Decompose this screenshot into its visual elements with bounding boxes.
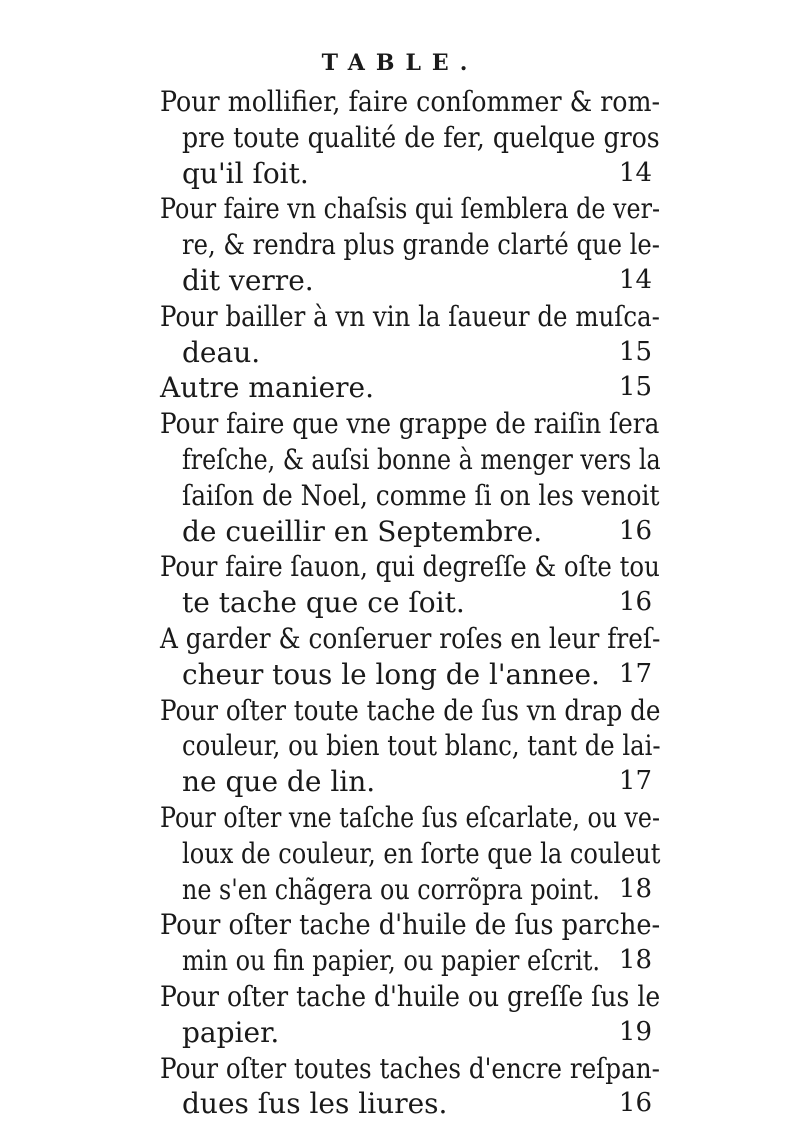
page-number: 14 xyxy=(618,264,652,295)
page-number: 15 xyxy=(618,372,652,403)
toc-entry xyxy=(160,621,660,693)
table-of-contents xyxy=(160,84,660,1122)
toc-entry-line xyxy=(160,836,660,872)
entry-text: ne s'en chãgera ou corrõpra point. xyxy=(182,872,600,906)
toc-entry-line xyxy=(160,1086,660,1122)
running-header: TABLE. xyxy=(321,50,479,76)
toc-entry xyxy=(160,370,660,406)
toc-entry-line xyxy=(160,693,660,729)
page-number: 16 xyxy=(618,1088,652,1119)
toc-entry-line xyxy=(160,621,660,657)
entry-text: Pour oſter tache d'huile de ſus parche- xyxy=(160,908,661,942)
toc-entry-line xyxy=(160,442,660,478)
toc-entry-line xyxy=(160,657,660,693)
entry-text: Pour bailler à vn vin la ſaueur de muſca- xyxy=(160,299,660,333)
entry-text: Pour oſter tache d'huile ou greſſe ſus le xyxy=(160,979,661,1013)
toc-entry-line xyxy=(160,514,660,550)
toc-entry xyxy=(160,800,660,907)
toc-entry-line xyxy=(160,263,660,299)
toc-entry xyxy=(160,979,660,1051)
entry-text: loux de couleur, en ſorte que la couleut xyxy=(182,836,661,870)
toc-entry xyxy=(160,907,660,979)
page-number: 17 xyxy=(618,658,652,689)
entry-text: dues ſus les liures. xyxy=(182,1087,448,1121)
toc-entry xyxy=(160,406,660,549)
entry-text: min ou fin papier, ou papier eſcrit. xyxy=(182,944,601,978)
entry-text: papier. xyxy=(182,1015,280,1049)
page-number: 15 xyxy=(618,336,652,367)
entry-text: Pour oſter toute tache de ſus vn drap de xyxy=(160,693,661,727)
toc-entry-line xyxy=(160,585,660,621)
toc-entry-line xyxy=(160,764,660,800)
entry-text: Pour faire que vne grappe de raiſin ſera xyxy=(160,407,660,441)
page-number: 16 xyxy=(618,587,652,618)
entry-text: qu'il ſoit. xyxy=(182,156,309,190)
toc-entry-line xyxy=(160,1051,660,1087)
toc-entry-line xyxy=(160,907,660,943)
toc-entry xyxy=(160,549,660,621)
toc-entry-line xyxy=(160,728,660,764)
page-number: 14 xyxy=(618,157,652,188)
toc-entry xyxy=(160,693,660,800)
toc-entry-line xyxy=(160,370,660,406)
toc-entry xyxy=(160,299,660,371)
entry-text: Pour faire ſauon, qui degreſſe & oſte tou xyxy=(160,550,660,584)
entry-text: Pour mollifier, faire conſommer & rom- xyxy=(160,85,661,118)
toc-entry-line xyxy=(160,335,660,371)
entry-text: ne que de lin. xyxy=(182,765,376,799)
page-number: 18 xyxy=(618,945,652,976)
toc-entry-line xyxy=(160,156,660,192)
entry-text: Pour faire vn chaſsis qui ſemblera de ver- xyxy=(160,192,660,226)
toc-entry-line xyxy=(160,191,660,227)
entry-text: Pour oſter vne taſche ſus eſcarlate, ou ve- xyxy=(160,800,660,834)
entry-text: ſaiſon de Noel, comme ſi on les venoit xyxy=(182,478,660,512)
entry-text: cheur tous le long de l'annee. xyxy=(182,657,600,691)
toc-entry xyxy=(160,191,660,298)
page-number: 17 xyxy=(618,766,652,797)
toc-entry-line xyxy=(160,943,660,979)
entry-text: couleur, ou bien tout blanc, tant de lai- xyxy=(182,729,661,763)
entry-text: de cueillir en Septembre. xyxy=(182,514,543,548)
page-number: 16 xyxy=(618,515,652,546)
toc-entry-line xyxy=(160,120,660,156)
toc-entry-line xyxy=(160,84,660,120)
entry-text: te tache que ce ſoit. xyxy=(182,586,465,620)
toc-entry-line xyxy=(160,872,660,908)
toc-entry-line xyxy=(160,549,660,585)
toc-entry-line xyxy=(160,227,660,263)
toc-entry xyxy=(160,1051,660,1123)
toc-entry-line xyxy=(160,478,660,514)
page-number: 18 xyxy=(618,873,652,904)
toc-entry-line xyxy=(160,406,660,442)
toc-entry-line xyxy=(160,800,660,836)
entry-text: deau. xyxy=(182,335,261,369)
toc-entry-line xyxy=(160,1015,660,1051)
entry-text: re, & rendra plus grande clarté que le- xyxy=(182,228,660,262)
toc-entry xyxy=(160,84,660,191)
entry-text: dit verre. xyxy=(182,263,314,297)
entry-text: Autre maniere. xyxy=(160,371,375,405)
entry-text: A garder & conſeruer roſes en leur freſ- xyxy=(160,621,661,655)
entry-text: freſche, & auſsi bonne à menger vers la xyxy=(182,442,661,476)
page-number: 19 xyxy=(618,1016,652,1047)
entry-text: Pour oſter toutes taches d'encre reſpan- xyxy=(160,1051,660,1085)
entry-text: pre toute qualité de fer, quelque gros xyxy=(182,120,660,154)
toc-entry-line xyxy=(160,979,660,1015)
toc-entry-line xyxy=(160,299,660,335)
